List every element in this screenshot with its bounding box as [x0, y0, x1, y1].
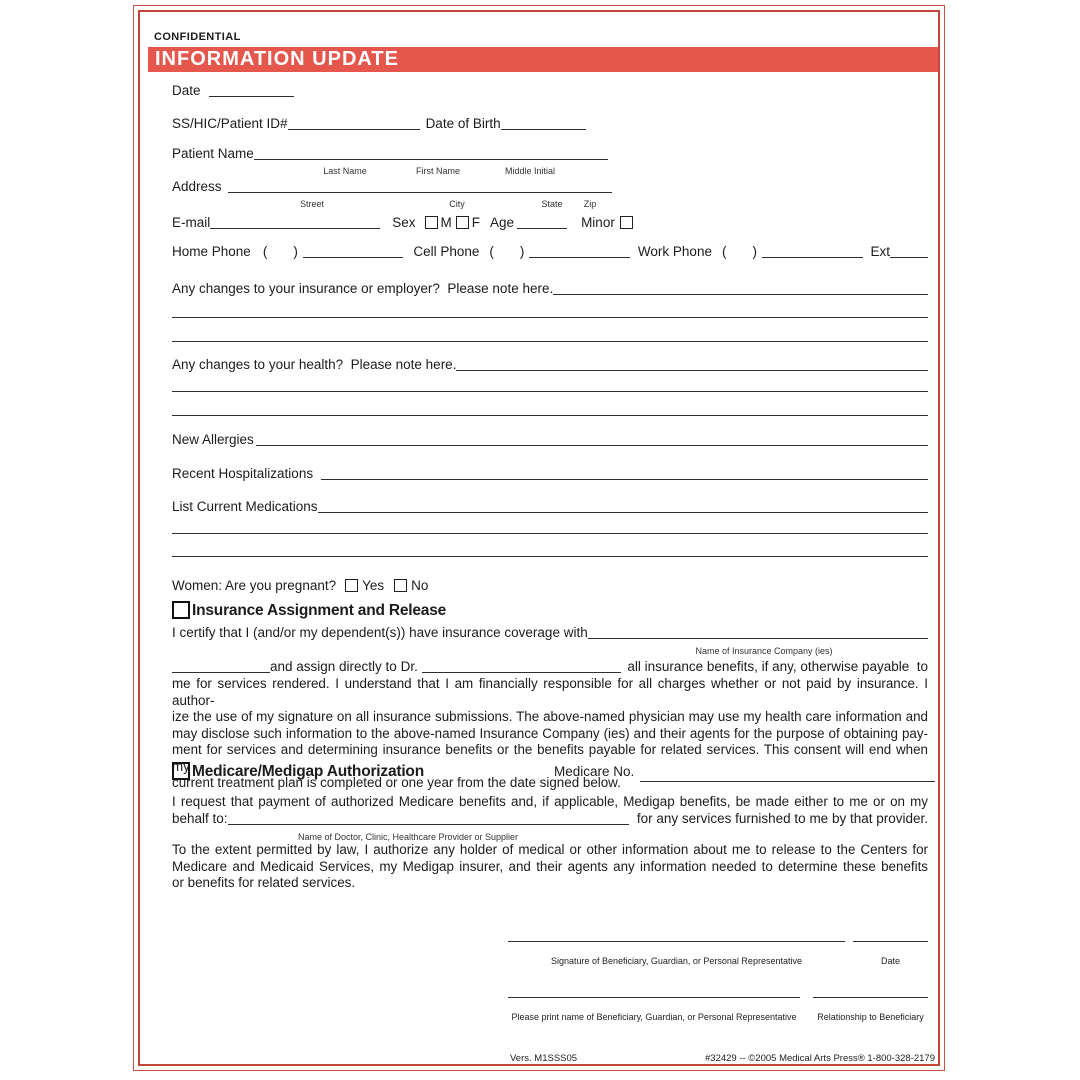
insurance-changes-field[interactable]: [553, 291, 928, 295]
confidential-label: CONFIDENTIAL: [154, 31, 241, 43]
pregnant-row: [172, 577, 428, 594]
footer-row: [172, 1051, 935, 1067]
sex-female-label: F: [471, 215, 481, 230]
pregnant-label: Women: Are you pregnant?: [172, 578, 337, 593]
health-changes-line-3[interactable]: [172, 415, 928, 416]
insurance-body-line-4: ment for services and determining insurance benefits or the benefits payable for related services. This consent will end when my: [172, 742, 928, 774]
city-sublabel: City: [449, 199, 465, 209]
last-name-sublabel: Last Name: [323, 166, 367, 176]
signature-row: [508, 936, 928, 940]
insurance-assignment-checkbox[interactable]: [172, 601, 190, 619]
patient-name-field[interactable]: [254, 156, 608, 160]
current-medications-field[interactable]: [318, 509, 928, 513]
minor-label: Minor: [581, 215, 615, 230]
form-title: INFORMATION UPDATE: [155, 48, 399, 70]
ext-label: Ext: [870, 244, 891, 259]
work-paren-close: ): [752, 244, 757, 259]
recent-hospitalizations-label: Recent Hospitalizations: [172, 466, 314, 481]
behalf-suffix-label: for any services furnished to me by that provider.: [636, 811, 928, 826]
id-dob-row: [172, 116, 586, 132]
behalf-row: [172, 811, 928, 842]
insurance-body-line-5: current treatment plan is completed or one year from the date signed below.: [172, 775, 621, 790]
pregnant-yes-checkbox[interactable]: [345, 579, 358, 592]
signature-labels-row: [508, 953, 928, 969]
insurance-changes-line-3[interactable]: [172, 341, 928, 342]
insurance-company-sublabel: Name of Insurance Company (ies): [695, 646, 833, 656]
pregnant-no-checkbox[interactable]: [394, 579, 407, 592]
email-field[interactable]: [210, 225, 380, 229]
zip-sublabel: Zip: [583, 199, 597, 209]
date-field[interactable]: [209, 93, 294, 97]
home-phone-field[interactable]: [303, 254, 404, 258]
title-banner: [148, 47, 938, 72]
medicare-no-label: Medicare No.: [553, 764, 635, 779]
insurance-body-line-2: ize the use of my signature on all insurance submissions. The above-named physician may use my health care information and: [172, 709, 928, 724]
doctor-name-field[interactable]: [422, 669, 622, 673]
new-allergies-row: [172, 432, 928, 448]
minor-checkbox[interactable]: [620, 216, 633, 229]
work-phone-field[interactable]: [762, 254, 863, 258]
medicare-heading-row: [172, 762, 935, 780]
ext-field[interactable]: [890, 254, 928, 258]
health-changes-label: Any changes to your health? Please note here.: [172, 357, 457, 372]
certify-row: [172, 625, 928, 656]
pregnant-no-label: No: [411, 578, 429, 593]
certify-label: I certify that I (and/or my dependent(s)) have insurance coverage with: [172, 625, 588, 640]
recent-hospitalizations-row: [172, 466, 928, 482]
assign-row: [172, 659, 928, 675]
medicare-no-field[interactable]: [640, 778, 935, 782]
footer-version: Vers. M1SSS05: [510, 1053, 578, 1064]
print-name-labels-row: [508, 1009, 928, 1025]
relationship-field[interactable]: [813, 994, 928, 998]
date-label: Date: [172, 83, 201, 98]
health-changes-row: [172, 357, 928, 373]
health-changes-line-2[interactable]: [172, 391, 928, 392]
insurance-changes-line-2[interactable]: [172, 317, 928, 318]
print-name-field[interactable]: [508, 994, 800, 998]
state-sublabel: State: [541, 199, 563, 209]
sex-female-checkbox[interactable]: [456, 216, 469, 229]
behalf-label: behalf to:: [172, 811, 228, 826]
medications-line-2[interactable]: [172, 533, 928, 534]
patient-name-label: Patient Name: [172, 146, 254, 161]
current-medications-label: List Current Medications: [172, 499, 318, 514]
provider-sublabel: Name of Doctor, Clinic, Healthcare Provider or Supplier: [297, 832, 519, 842]
insurance-company-field[interactable]: [588, 635, 928, 639]
current-medications-row: [172, 499, 928, 515]
age-label: Age: [490, 215, 515, 230]
dob-label: Date of Birth: [425, 116, 501, 131]
footer-catalog: #32429 -- ©2005 Medical Arts Press® 1-800-328-2179: [705, 1053, 935, 1064]
inner-border: [138, 10, 940, 1066]
print-name-row: [508, 992, 928, 996]
medicare-request-line-1: I request that payment of authorized Medicare benefits and, if applicable, Medigap benefits, be made either to me or on my: [172, 794, 928, 809]
email-label: E-mail: [172, 215, 211, 230]
assign-blank-field[interactable]: [172, 669, 270, 673]
insurance-assignment-heading-row: [172, 601, 446, 619]
age-field[interactable]: [517, 225, 567, 229]
dob-field[interactable]: [501, 126, 586, 130]
insurance-changes-label: Any changes to your insurance or employer? Please note here.: [172, 281, 554, 296]
medicare-heading: Medicare/Medigap Authorization: [192, 763, 424, 780]
work-phone-label: Work Phone: [637, 244, 712, 259]
health-changes-field[interactable]: [456, 367, 928, 371]
insurance-changes-row: [172, 281, 928, 297]
address-label: Address: [172, 179, 222, 194]
insurance-assignment-heading: Insurance Assignment and Release: [192, 602, 447, 619]
ssid-field[interactable]: [288, 126, 420, 130]
extent-line-3: or benefits for related services.: [172, 875, 356, 890]
extent-line-1: To the extent permitted by law, I authorize any holder of medical or other information about me to release to the Centers for: [172, 842, 928, 857]
home-paren-open: (: [262, 244, 268, 259]
medicare-request-line1-wrap: [172, 794, 928, 811]
provider-name-field[interactable]: [228, 821, 629, 825]
extent-paragraph: [172, 842, 928, 892]
outer-border: [133, 5, 945, 1071]
ssid-label: SS/HIC/Patient ID#: [172, 116, 288, 131]
signature-date-sublabel: Date: [880, 956, 900, 966]
cell-phone-label: Cell Phone: [413, 244, 480, 259]
sex-male-checkbox[interactable]: [425, 216, 438, 229]
sex-male-label: M: [440, 215, 452, 230]
date-row: [172, 83, 294, 99]
sex-label: Sex: [392, 215, 416, 230]
home-phone-label: Home Phone: [172, 244, 251, 259]
medications-line-3[interactable]: [172, 556, 928, 557]
recent-hospitalizations-field[interactable]: [321, 476, 928, 480]
signature-field[interactable]: [508, 938, 845, 942]
relationship-sublabel: Relationship to Beneficiary: [817, 1012, 924, 1022]
address-field[interactable]: [228, 189, 612, 193]
medicare-authorization-checkbox[interactable]: [172, 762, 190, 780]
insurance-body-line-3: may disclose such information to the above-named Insurance Company (ies) and their agents for the purpose of obtaining pay-: [172, 725, 928, 741]
assign-suffix-label: all insurance benefits, if any, otherwise payable to: [627, 659, 928, 674]
signature-date-field[interactable]: [853, 938, 928, 942]
assign-mid-label: and assign directly to Dr.: [270, 659, 418, 674]
work-paren-open: (: [721, 244, 727, 259]
extent-line-2: Medicare and Medicaid Services, my Medigap insurer, and their agents any information needed to determine these benefits: [172, 858, 928, 874]
middle-initial-sublabel: Middle Initial: [504, 166, 556, 176]
print-name-sublabel: Please print name of Beneficiary, Guardian, or Personal Representative: [511, 1012, 797, 1022]
first-name-sublabel: First Name: [415, 166, 461, 176]
cell-paren-close: ): [519, 244, 525, 259]
home-paren-close: ): [293, 244, 298, 259]
insurance-body-line-1: me for services rendered. I understand that I am financially responsible for all charges whether or not paid by insurance. I author-: [172, 676, 928, 708]
cell-paren-open: (: [489, 244, 494, 259]
patient-name-row: [172, 146, 608, 176]
signature-sublabel: Signature of Beneficiary, Guardian, or Personal Representative: [551, 956, 802, 966]
phone-row: [172, 244, 928, 260]
email-sex-row: [172, 214, 633, 231]
new-allergies-label: New Allergies: [172, 432, 254, 447]
address-row: [172, 179, 612, 209]
street-sublabel: Street: [299, 199, 325, 209]
new-allergies-field[interactable]: [256, 442, 928, 446]
cell-phone-field[interactable]: [529, 254, 630, 258]
pregnant-yes-label: Yes: [362, 578, 385, 593]
